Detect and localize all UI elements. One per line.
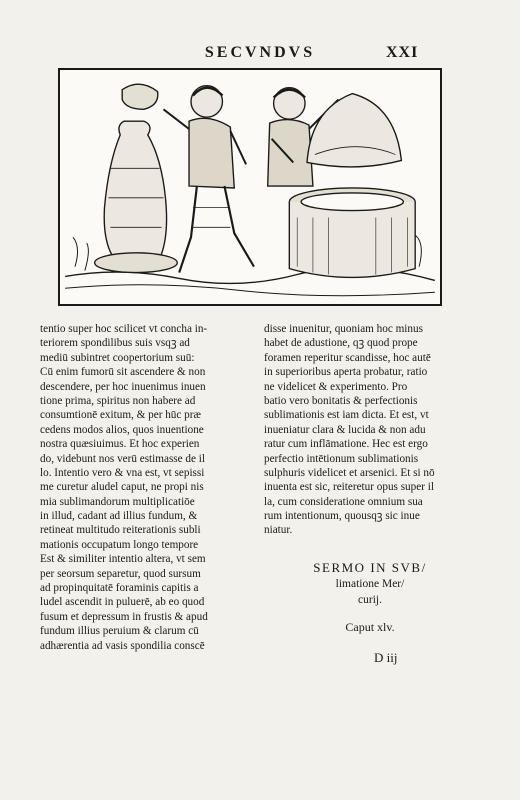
text-line: inueniatur clara & lucida & non adu <box>264 423 426 436</box>
text-line: lo. Intentio vero & vna est, vt sepissi <box>40 466 205 479</box>
running-head: SECVNDVS <box>204 44 316 61</box>
text-line: descendere, per hoc inuenimus inuen <box>40 380 206 393</box>
text-line: niatur. <box>264 524 293 537</box>
text-line: rum intentionum, quousqꝫ sic inue <box>264 510 420 523</box>
text-line: do, videbunt nos verū estimasse de il <box>40 452 205 465</box>
text-line: mediū subintret coopertorium suū: <box>40 351 195 364</box>
right-text-column <box>264 322 486 538</box>
section-heading-line: curij. <box>358 594 382 606</box>
text-line: Cū enim fumorū sit ascendere & non <box>40 366 206 379</box>
text-line: tentio super hoc scilicet vt concha in- <box>40 323 208 335</box>
signature-mark: D iij <box>374 650 398 665</box>
text-line: me curetur aludel caput, ne propi nis <box>40 481 204 494</box>
text-line: sublimationis est iam dicta. Et est, vt <box>264 409 429 422</box>
text-line: foramen reperitur scandisse, hoc autē <box>264 351 431 364</box>
folio-number: XXI <box>386 44 419 61</box>
text-line: habet de adustione, qꝫ quod prope <box>264 337 418 350</box>
text-line: sulphuris videlicet et arsenici. Et si nō <box>264 466 435 479</box>
text-line: mia sublimandorum multiplicatiōe <box>40 495 195 508</box>
text-line: per seorsum separetur, quod sursum <box>40 567 201 580</box>
text-line: ludel ascendit in puluerē, ab eo quod <box>40 596 205 609</box>
text-line: teriorem spondilibus suis vsqꝫ ad <box>40 337 190 350</box>
text-line: ad propinquitatē foraminis capitis a <box>40 582 199 595</box>
woodcut-alchemical-figures-icon <box>60 70 440 304</box>
chapter-label: Caput xlv. <box>345 620 395 634</box>
text-line: adhærentia ad vasis spondilia conscē <box>40 639 205 652</box>
text-line: ne videlicet & experimento. Pro <box>264 380 408 393</box>
text-line: fusum et depressum in frustis & apud <box>40 610 208 623</box>
section-heading: SERMO IN SVB/ <box>313 560 427 575</box>
text-line: ratur cum inflāmatione. Hec est ergo <box>264 438 428 451</box>
left-text-column <box>40 322 252 653</box>
text-line: inuenta est sic, reiteretur opus super il <box>264 481 434 494</box>
text-line: consumtionē exitum, & per hūc præ <box>40 409 201 422</box>
text-line: fundum illius peruium & clarum cū <box>40 625 199 638</box>
text-line: disse inuenitur, quoniam hoc minus <box>264 323 423 335</box>
text-line: in illud, cadant ad illius fundum, & <box>40 510 198 523</box>
text-line: nostra quæsiuimus. Et hoc experien <box>40 438 200 451</box>
section-heading-line: limatione Mer/ <box>335 578 405 590</box>
text-line: perfectio intētionum sublimationis <box>264 452 419 465</box>
text-line: tione prima, spiritus non habere ad <box>40 394 196 407</box>
text-line: la, cum consideratione omnium sua <box>264 495 423 508</box>
text-line: cedens modos alios, quos inuentione <box>40 423 204 436</box>
woodcut-illustration <box>58 68 442 306</box>
text-line: retineat multitudo reiterationis subli <box>40 524 201 537</box>
text-line: Est & similiter intentio altera, vt sem <box>40 553 206 566</box>
text-line: in superioribus aperta probatur, ratio <box>264 366 428 379</box>
text-line: mationis occupatum longo tempore <box>40 538 199 551</box>
text-line: batio vero bonitatis & perfectionis <box>264 394 418 407</box>
